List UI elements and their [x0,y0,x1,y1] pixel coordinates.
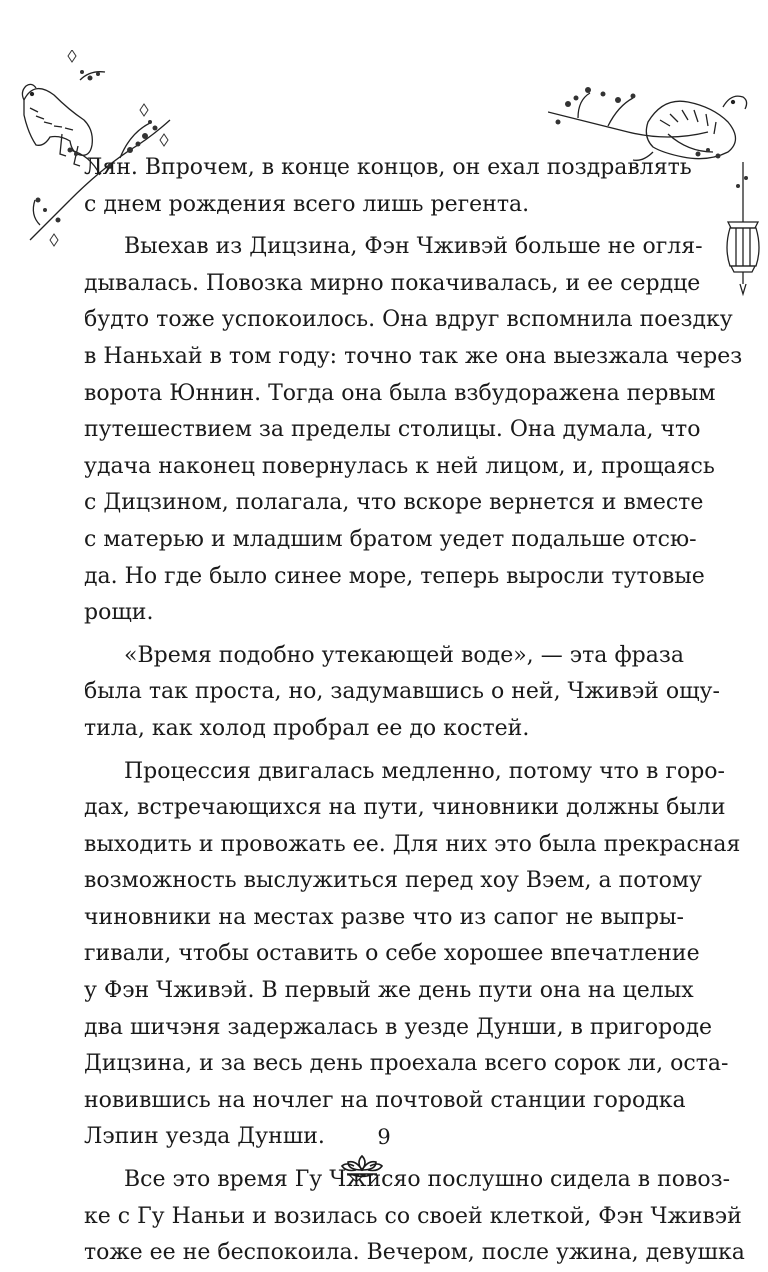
body-text [84,150,745,1272]
text-line: будто тоже успокоилось. Она вдруг вспомнила поездку [84,307,733,333]
text-line: два шичэня задержалась в уезде Дунши, в пригороде [84,1014,713,1040]
text-line: Дицзина, и за весь день проехала всего сорок ли, оста- [84,1051,729,1077]
text-line: тила, как холод пробрал ее до костей. [84,715,530,741]
text-line: дывалась. Повозка мирно покачивалась, и ее сердце [84,270,701,296]
text-line: с днем рождения всего лишь регента. [84,191,530,217]
text-line: дах, встречающихся на пути, чиновники должны были [84,795,726,821]
text-line: путешествием за пределы столицы. Она думала, что [84,417,701,443]
text-line: гивали, чтобы оставить о себе хорошее впечатление [84,941,700,967]
text-line: «Время подобно утекающей воде», — эта фраза [124,642,684,668]
text-line: Все это время Гу Чжисяо послушно сидела в повоз- [124,1167,731,1193]
text-line: Процессия двигалась медленно, потому что в горо- [124,758,725,784]
text-line: удача наконец повернулась к ней лицом, и, прощаясь [84,453,715,479]
text-line: ке с Гу Наньи и возилась со своей клеткой, Фэн Чживэй [84,1203,742,1229]
text-line: с матерью и младшим братом уедет подальше отсю- [84,526,697,552]
text-line: да. Но где было синее море, теперь выросли тутовые [84,563,705,589]
text-line: новившись на ночлег на почтовой станции городка [84,1087,686,1113]
text-line: в Наньхай в том году: точно так же она выезжала через [84,343,743,369]
text-line: у Фэн Чживэй. В первый же день пути она на целых [84,978,694,1004]
text-line: ворота Юннин. Тогда она была взбудоражена первым [84,380,716,406]
text-line: чиновники на местах разве что из сапог не выпры- [84,904,684,930]
text-line: выходить и провожать ее. Для них это была прекрасная [84,831,741,857]
text-line: была так проста, но, задумавшись о ней, Чживэй ощу- [84,679,720,705]
text-line: тоже ее не беспокоила. Вечером, после ужина, девушка [84,1240,745,1266]
text-line: Лэпин уезда Дунши. [84,1124,325,1150]
page-number: 9 [377,1125,391,1149]
text-line: Лян. Впрочем, в конце концов, он ехал поздравлять [84,155,692,180]
text-line: возможность выслужиться перед хоу Вэем, а потому [84,868,702,894]
lotus-icon [341,1152,383,1178]
text-line: рощи. [84,600,154,626]
text-line: Выехав из Дицзина, Фэн Чживэй больше не огля- [124,234,703,260]
text-line: с Дицзином, полагала, что вскоре вернется и вместе [84,490,704,516]
